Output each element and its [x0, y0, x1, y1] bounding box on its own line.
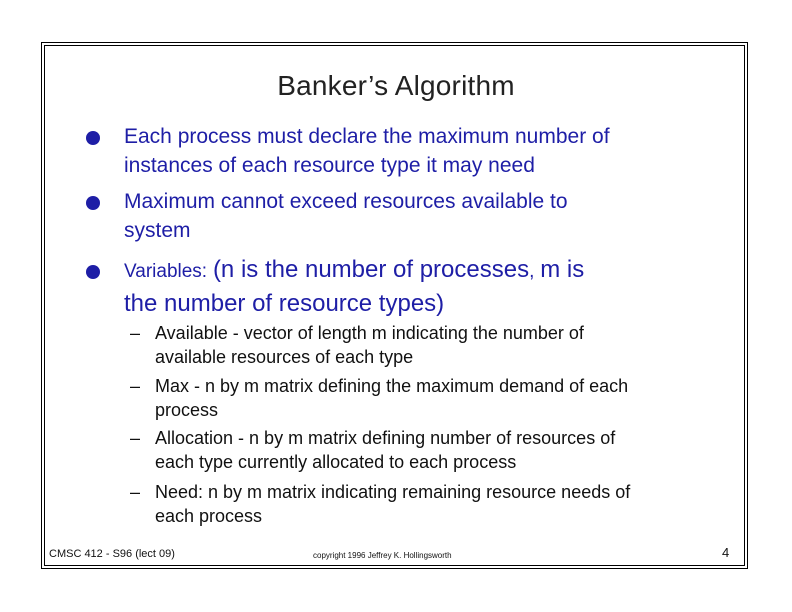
footer-course-label: CMSC 412 - S96 (lect 09): [49, 548, 175, 560]
sub-bullet-text: Max - n by m matrix defining the maximum demand of each process: [155, 376, 629, 420]
bullet-text: Variables: (n is the number of processes, m is the number of resource types): [124, 256, 585, 317]
bullet-text: Each process must declare the maximum number of instances of each resource type it may need: [124, 125, 610, 177]
sub-bullet-text: Allocation - n by m matrix defining number of resources of each type currently allocated to each process: [155, 428, 616, 472]
dash-icon: –: [130, 376, 141, 396]
bullet-text: Maximum cannot exceed resources available to system: [124, 190, 568, 242]
dash-icon: –: [130, 482, 141, 502]
bullet-dot-icon: [86, 265, 100, 279]
bullet-dot-icon: [86, 196, 100, 210]
dash-icon: –: [130, 428, 141, 448]
dash-icon: –: [130, 323, 141, 343]
slide-title: Banker’s Algorithm: [277, 70, 515, 101]
sub-bullet-text: Need: n by m matrix indicating remaining resource needs of each process: [155, 482, 631, 526]
bullet-dot-icon: [86, 131, 100, 145]
variables-label: Variables:: [124, 261, 208, 282]
sub-bullet-text: Available - vector of length m indicating the number of available resources of each type: [155, 323, 584, 367]
page-number: 4: [722, 545, 730, 560]
footer-copyright: copyright 1996 Jeffrey K. Hollingsworth: [313, 551, 452, 560]
